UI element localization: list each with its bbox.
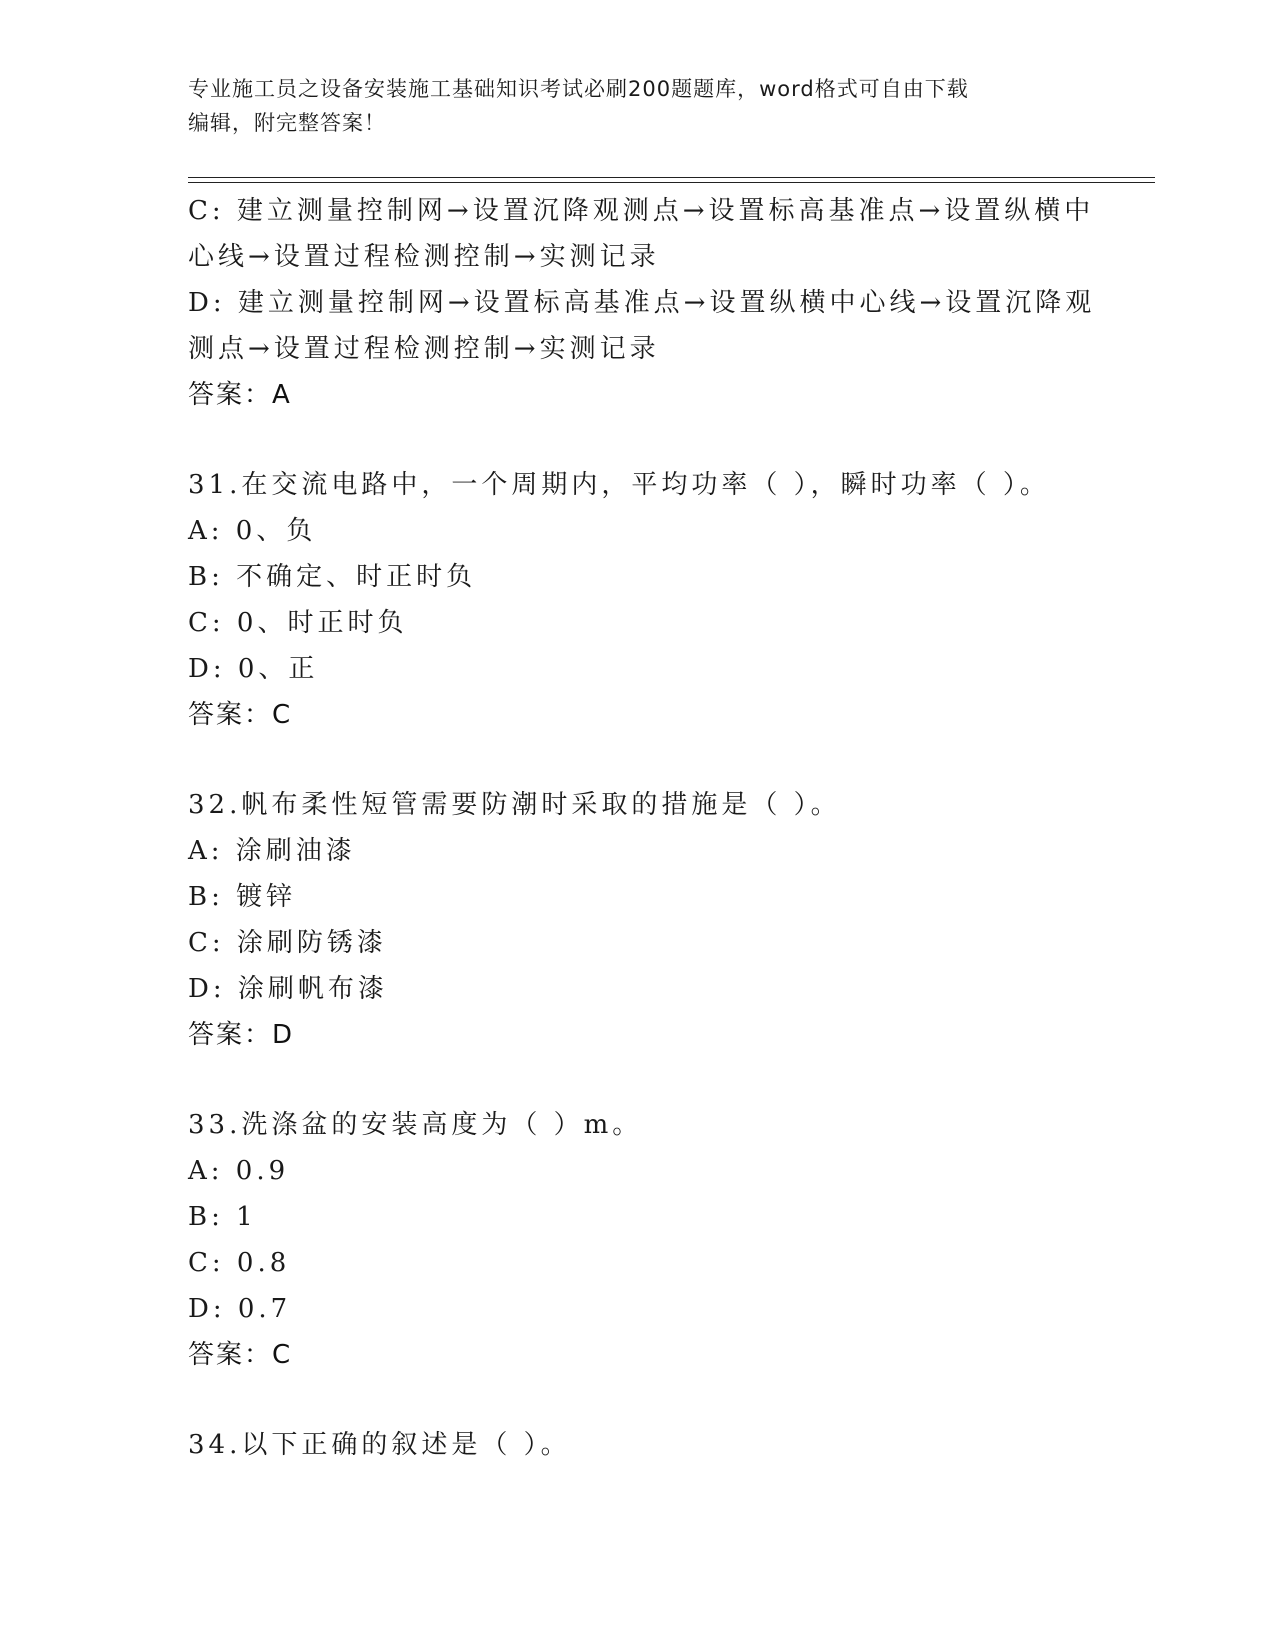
spacer: [188, 1378, 1088, 1422]
option-d: D: 0、正: [188, 654, 319, 684]
question-stem: 32.帆布柔性短管需要防潮时采取的措施是（ ）。: [188, 790, 841, 820]
option-d: D: 涂刷帆布漆: [188, 974, 388, 1004]
option-a: A: 0、负: [188, 516, 317, 546]
question-34: [188, 1422, 1088, 1468]
spacer: [188, 1058, 1088, 1102]
question-stem: 33.洗涤盆的安装高度为（ ）m。: [188, 1110, 643, 1140]
answer-label: 答案：D: [188, 1020, 295, 1050]
question-stem: 34.以下正确的叙述是（ ）。: [188, 1430, 571, 1460]
option-d-line-2: 测点→设置过程检测控制→实测记录: [188, 334, 660, 364]
spacer: [188, 418, 1088, 462]
answer-label: 答案：C: [188, 1340, 293, 1370]
question-31: [188, 462, 1088, 738]
option-b: B: 不确定、时正时负: [188, 562, 477, 592]
question-32: [188, 782, 1088, 1058]
option-c: C: 涂刷防锈漆: [188, 928, 387, 958]
answer-label: 答案：C: [188, 700, 293, 730]
option-d-line-1: D: 建立测量控制网→设置标高基准点→设置纵横中心线→设置沉降观: [188, 288, 1096, 318]
option-c-line-1: C: 建立测量控制网→设置沉降观测点→设置标高基准点→设置纵横中: [188, 196, 1095, 226]
option-d: D: 0.7: [188, 1294, 292, 1324]
question-stem: 31.在交流电路中，一个周期内，平均功率（ ），瞬时功率（ ）。: [188, 470, 1050, 500]
option-b: B: 镀锌: [188, 882, 297, 912]
option-a: A: 涂刷油漆: [188, 836, 356, 866]
header-title-line-2: 编辑，附完整答案！: [188, 111, 386, 135]
question-33: [188, 1102, 1088, 1378]
question-30-continued: [188, 188, 1096, 418]
option-c: C: 0.8: [188, 1248, 291, 1278]
option-c-line-2: 心线→设置过程检测控制→实测记录: [188, 242, 660, 272]
document-header: [188, 72, 1088, 140]
spacer: [188, 738, 1088, 782]
header-divider-bottom: [188, 182, 1155, 183]
option-c: C: 0、时正时负: [188, 608, 408, 638]
option-a: A: 0.9: [188, 1156, 290, 1186]
header-title-line-1: 专业施工员之设备安装施工基础知识考试必刷200题题库，word格式可自由下载: [188, 77, 969, 101]
question-list: [188, 188, 1096, 1468]
option-b: B: 1: [188, 1202, 257, 1232]
answer-label: 答案：A: [188, 380, 292, 410]
header-divider-top: [188, 177, 1155, 178]
